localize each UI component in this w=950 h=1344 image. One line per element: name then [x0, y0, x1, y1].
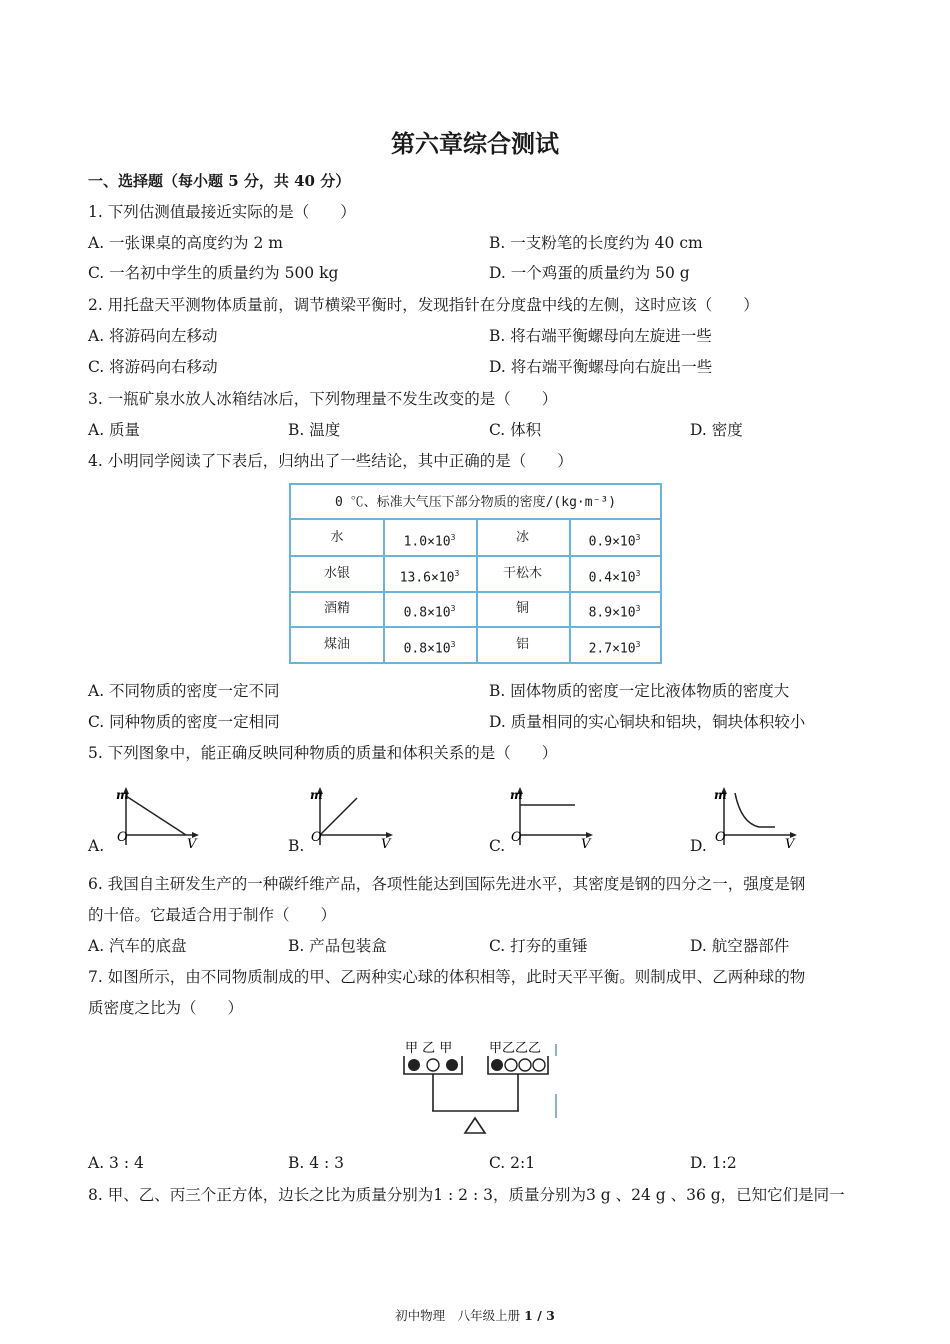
axis-y-label: m [510, 788, 523, 802]
q7-option-c: C. 2:1 [489, 1154, 536, 1172]
q6-option-c: C. 打夯的重锤 [489, 937, 588, 955]
ball-jia [491, 1059, 503, 1071]
ball-jia [446, 1059, 458, 1071]
q6-option-a: A. 汽车的底盘 [88, 937, 187, 955]
density-value: 0.9×10 [588, 534, 636, 550]
table-cell-substance: 铜 [515, 601, 529, 616]
density-table-header: 0 ℃、标准大气压下部分物质的密度/(kg·m⁻³) [291, 485, 660, 520]
table-cell-density [383, 627, 476, 663]
ball-jia [408, 1059, 420, 1071]
table-cell-density [383, 520, 476, 556]
q6-stem-line2: 的十倍。它最适合用于制作（ ） [88, 906, 337, 924]
axis-x-label: V [187, 837, 197, 852]
axis-x-label: V [785, 837, 795, 852]
left-pan-label: 甲 乙 甲 [405, 1041, 453, 1056]
table-cell-substance: 水银 [323, 566, 350, 581]
density-value: 1.0×10 [403, 534, 451, 550]
q2-option-b: B. 将右端平衡螺母向左旋进一些 [489, 327, 712, 345]
ball-yi [505, 1059, 517, 1071]
origin-label: O [715, 830, 726, 845]
table-cell-substance: 铝 [515, 637, 529, 652]
q6-option-d: D. 航空器部件 [690, 937, 790, 955]
q7-stem-line2: 质密度之比为（ ） [88, 999, 244, 1017]
right-pan-label: 甲乙乙乙 [489, 1041, 542, 1056]
table-cell-density [569, 520, 660, 556]
section-heading-choice: 一、选择题（每小题 5 分，共 40 分） [88, 172, 351, 190]
page-footer [0, 1306, 950, 1324]
q3-stem: 3. 一瓶矿泉水放人冰箱结冰后，下列物理量不发生改变的是（ ） [88, 390, 558, 408]
q1-option-d: D. 一个鸡蛋的质量约为 50 g [489, 264, 690, 282]
table-cell-density [569, 556, 660, 592]
ball-yi [427, 1059, 439, 1071]
q6-option-b: B. 产品包装盒 [288, 937, 387, 955]
q4-stem: 4. 小明同学阅读了下表后，归纳出了一些结论，其中正确的是（ ） [88, 452, 573, 470]
exponent: 3 [635, 569, 641, 578]
q4-option-c: C. 同种物质的密度一定相同 [88, 713, 280, 731]
table-cell-substance: 水 [330, 530, 344, 545]
q1-option-b: B. 一支粉笔的长度约为 40 cm [489, 234, 703, 252]
origin-label: O [117, 830, 128, 845]
q5-graph-d [711, 783, 801, 853]
q4-option-b: B. 固体物质的密度一定比液体物质的密度大 [489, 682, 790, 700]
q4-option-d: D. 质量相同的实心铜块和铝块，铜块体积较小 [489, 713, 806, 731]
q5-graph-b [307, 783, 397, 853]
q5-graph-a [113, 783, 203, 853]
axis-x-label: V [581, 837, 591, 852]
exponent: 3 [450, 533, 456, 542]
q3-option-c: C. 体积 [489, 421, 542, 439]
table-cell-substance: 煤油 [323, 637, 350, 652]
density-value: 0.8×10 [403, 641, 451, 657]
q7-option-b: B. 4 : 3 [288, 1154, 345, 1172]
q4-option-a: A. 不同物质的密度一定不同 [88, 682, 280, 700]
density-table [289, 483, 662, 664]
table-cell-substance: 冰 [515, 530, 529, 545]
exponent: 3 [635, 533, 641, 542]
axis-y-label: m [116, 788, 129, 802]
exponent: 3 [450, 604, 456, 613]
exponent: 3 [450, 640, 456, 649]
q5-graph-c [507, 783, 597, 853]
page-number: 1 / 3 [524, 1308, 555, 1323]
q1-option-a: A. 一张课桌的高度约为 2 m [88, 234, 283, 252]
q8-stem: 8. 甲、乙、丙三个正方体，边长之比为质量分别为1 : 2 : 3，质量分别为3 g 、24 g 、36 g，已知它们是同一 [88, 1186, 845, 1204]
q5-stem: 5. 下列图象中，能正确反映同种物质的质量和体积关系的是（ ） [88, 744, 558, 762]
density-value: 0.4×10 [588, 570, 636, 586]
balance-scale-figure [398, 1036, 563, 1142]
q5-option-d: D. [690, 837, 707, 855]
density-value: 2.7×10 [588, 641, 636, 657]
q7-option-a: A. 3 : 4 [88, 1154, 144, 1172]
table-row [291, 556, 660, 592]
q3-option-a: A. 质量 [88, 421, 141, 439]
q5-option-a: A. [88, 837, 105, 855]
exponent: 3 [635, 640, 641, 649]
q1-option-c: C. 一名初中学生的质量约为 500 kg [88, 264, 339, 282]
ball-yi [519, 1059, 531, 1071]
axis-y-label: m [714, 788, 727, 802]
table-row [291, 627, 660, 663]
table-cell-substance: 酒精 [323, 601, 350, 616]
table-cell-density [383, 556, 476, 592]
ball-yi [533, 1059, 545, 1071]
table-cell-density [569, 627, 660, 663]
page-title: 第六章综合测试 [391, 129, 559, 158]
exponent: 3 [454, 569, 460, 578]
q3-option-d: D. 密度 [690, 421, 743, 439]
axis-y-label: m [310, 788, 323, 802]
table-row [291, 520, 660, 556]
q2-option-a: A. 将游码向左移动 [88, 327, 218, 345]
table-cell-substance: 干松木 [502, 566, 542, 581]
exponent: 3 [635, 604, 641, 613]
q5-option-b: B. [288, 837, 305, 855]
q7-stem-line1: 7. 如图所示，由不同物质制成的甲、乙两种实心球的体积相等，此时天平平衡。则制成甲、乙两种球的物 [88, 968, 806, 986]
origin-label: O [311, 830, 322, 845]
q1-stem: 1. 下列估测值最接近实际的是（ ） [88, 203, 356, 221]
density-value: 8.9×10 [588, 605, 636, 621]
q2-option-d: D. 将右端平衡螺母向右旋出一些 [489, 358, 713, 376]
q6-stem-line1: 6. 我国自主研发生产的一种碳纤维产品，各项性能达到国际先进水平，其密度是钢的四分之一，强度是钢 [88, 875, 806, 893]
density-value: 0.8×10 [403, 605, 451, 621]
q3-option-b: B. 温度 [288, 421, 341, 439]
axis-x-label: V [381, 837, 391, 852]
q2-stem: 2. 用托盘天平测物体质量前，调节横梁平衡时，发现指针在分度盘中线的左侧，这时应该（ ） [88, 296, 759, 314]
table-cell-density [569, 591, 660, 627]
q7-option-d: D. 1:2 [690, 1154, 737, 1172]
q5-option-c: C. [489, 837, 506, 855]
density-value: 13.6×10 [399, 570, 455, 586]
table-row [291, 591, 660, 627]
table-cell-density [383, 591, 476, 627]
footer-text: 初中物理 八年级上册 [395, 1308, 521, 1323]
q2-option-c: C. 将游码向右移动 [88, 358, 218, 376]
origin-label: O [511, 830, 522, 845]
